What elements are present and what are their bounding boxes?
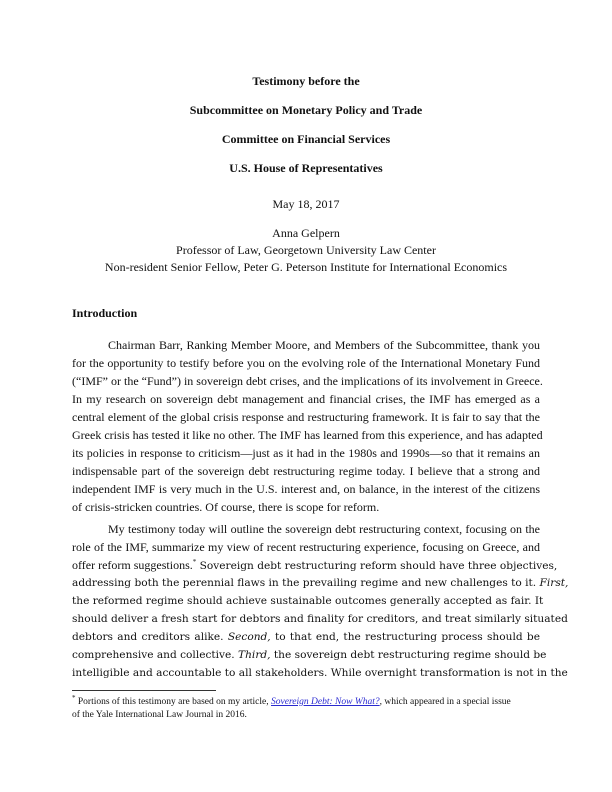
text-line: (“IMF” or the “Fund”) in sovereign debt crises, and the implications of its involvement in Greece. xyxy=(72,374,543,388)
footnote-text: Portions of this testimony are based on my article, xyxy=(75,697,272,707)
text-line: indispensable part of the sovereign debt restructuring regime today. I believe that a strong and xyxy=(72,464,540,478)
text-line: My testimony today will outline the sovereign debt restructuring context, focusing on the xyxy=(108,522,540,536)
text-line: of crisis-stricken countries. Of course, there is scope for reform. xyxy=(72,500,380,514)
subcommittee-name: Subcommittee on Monetary Policy and Trade xyxy=(189,103,423,117)
text-segment: the sovereign debt restructuring regime should be xyxy=(270,649,547,661)
text-segment: comprehensive and collective. xyxy=(72,649,239,661)
date: May 18, 2017 xyxy=(272,197,340,211)
text-line xyxy=(72,628,540,646)
text-line xyxy=(72,556,558,574)
footnote-line: of the Yale International Law Journal in 2016. xyxy=(72,709,247,720)
footnote-line xyxy=(72,693,540,709)
footnote-divider xyxy=(72,690,216,691)
author-affiliation-1: Professor of Law, Georgetown University Law Center xyxy=(176,243,436,257)
paragraph-introduction xyxy=(72,336,543,516)
text-segment: offer reform suggestions. xyxy=(72,558,193,572)
text-line: independent IMF is very much in the U.S. interest and, on balance, in the interest of the citizens xyxy=(72,482,540,496)
paragraph-testimony-outline xyxy=(72,520,569,682)
author-affiliation-2: Non-resident Senior Fellow, Peter G. Peterson Institute for International Economics xyxy=(104,260,508,274)
footnote-marker: * xyxy=(72,693,76,702)
title-line: Testimony before the xyxy=(252,74,360,88)
house-name: U.S. House of Representatives xyxy=(229,161,383,175)
text-line: for the opportunity to testify before you on the evolving role of the International Monetary Fund xyxy=(72,356,540,370)
text-line: intelligible and accountable to all stakeholders. While overnight transformation is not in the xyxy=(72,667,568,679)
footnote-text: , which appeared in a special issue xyxy=(379,697,511,707)
text-line: Greek crisis has tested it like no other. The IMF has learned from this experience, and has adapted xyxy=(72,428,543,442)
text-line: should deliver a fresh start for debtors and finality for creditors, and treat similarly situated xyxy=(72,613,568,625)
text-segment: Sovereign debt restructuring reform should have three objectives, xyxy=(196,560,558,572)
text-line: In my research on sovereign debt management and financial crises, the IMF has emerged as a xyxy=(72,392,540,406)
author-name: Anna Gelpern xyxy=(272,226,340,240)
section-heading: Introduction xyxy=(72,306,138,320)
article-link[interactable]: Sovereign Debt: Now What? xyxy=(271,697,380,707)
footnote-marker[interactable]: * xyxy=(192,558,197,566)
text-line: role of the IMF, summarize my view of recent restructuring experience, focusing on Greece, and xyxy=(72,540,540,554)
text-line: Chairman Barr, Ranking Member Moore, and Members of the Subcommittee, thank you xyxy=(108,338,540,352)
emphasis: Third, xyxy=(238,649,271,661)
text-segment: addressing both the perennial flaws in the prevailing regime and new challenges to it. xyxy=(72,577,540,589)
text-segment: debtors and creditors alike. xyxy=(72,631,228,643)
emphasis: Second, xyxy=(227,631,271,643)
text-line: central element of the global crisis response and restructuring framework. It is fair to say that the xyxy=(72,410,540,424)
text-line: the reformed regime should achieve sustainable outcomes generally accepted as fair. It xyxy=(72,595,544,607)
emphasis: First, xyxy=(539,577,569,589)
committee-name: Committee on Financial Services xyxy=(221,132,391,146)
footnote xyxy=(72,693,540,721)
text-segment: to that end, the restructuring process should be xyxy=(270,631,540,643)
text-line: its policies in response to criticism—just as it had in the 1980s and 1990s—so that it remains an xyxy=(72,446,540,460)
text-line xyxy=(72,574,569,592)
text-line xyxy=(72,646,547,664)
